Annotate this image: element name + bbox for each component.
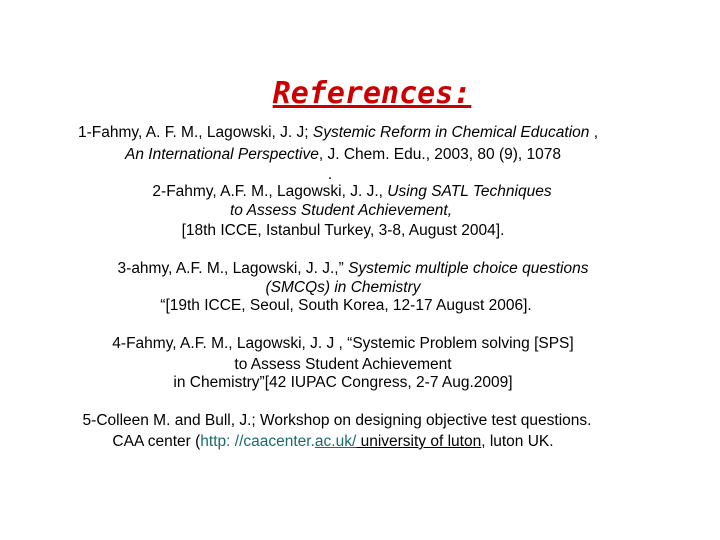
ref4-line3: [0, 374, 686, 392]
ref1-journal: , J. Chem. Edu., 2003, 80 (9), 1078: [318, 146, 561, 163]
ref5-prefix: CAA center (: [112, 433, 201, 450]
ref3-line2: [0, 279, 686, 297]
ref1-line3: [0, 166, 660, 184]
ref4-line2: [0, 356, 686, 374]
ref5-line1: [0, 412, 674, 430]
ref1-authors: 1-Fahmy, A. F. M., Lagowski, J. J;: [77, 124, 313, 141]
ref2-venue: [18th ICCE, Istanbul Turkey, 3-8, August 2004].: [181, 222, 505, 239]
ref1-line2: [0, 146, 686, 164]
ref5-url-part1: http: //caacenter.: [200, 433, 315, 450]
ref4-line1: [0, 335, 686, 353]
ref5-url-part2: ac.uk/: [314, 433, 357, 450]
references-heading: References:: [272, 76, 472, 111]
ref1-dot: .: [327, 166, 333, 183]
ref4-text3: in Chemistry”[42 IUPAC Congress, 2-7 Aug.2009]: [173, 374, 513, 391]
ref1-title-part2: An International Perspective: [125, 146, 319, 163]
ref3-venue: “[19th ICCE, Seoul, South Korea, 12-17 August 2006].: [160, 297, 532, 314]
ref2-line3: [0, 222, 686, 240]
ref2-line1: [0, 183, 704, 201]
ref5-line2: [0, 433, 666, 451]
ref5-text1: 5-Colleen M. and Bull, J.; Workshop on designing objective test questions.: [82, 412, 592, 429]
ref1-title-part1: Systemic Reform in Chemical Education: [312, 124, 590, 141]
ref2-title-part1: Using SATL Techniques: [387, 183, 552, 200]
ref1-after-title: ,: [589, 124, 599, 141]
ref5-suffix: , luton UK.: [481, 433, 554, 450]
ref2-authors: 2-Fahmy, A.F. M., Lagowski, J. J.,: [152, 183, 388, 200]
ref4-text2: to Assess Student Achievement: [234, 356, 452, 373]
ref5-url-link[interactable]: [200, 433, 356, 450]
ref1-line1: [0, 124, 676, 142]
ref3-title-part1: Systemic multiple choice questions: [348, 260, 589, 277]
ref2-line2: [0, 202, 682, 220]
ref3-line3: [0, 297, 692, 315]
ref5-university-link[interactable]: university of luton: [356, 433, 482, 450]
ref3-line1: [0, 260, 706, 278]
ref4-text1: 4-Fahmy, A.F. M., Lagowski, J. J , “Systemic Problem solving [SPS]: [112, 335, 574, 352]
ref3-title-part2: (SMCQs) in Chemistry: [265, 279, 421, 296]
ref2-title-part2: to Assess Student Achievement,: [230, 202, 452, 219]
ref3-authors: 3-ahmy, A.F. M., Lagowski, J. J.,”: [117, 260, 349, 277]
